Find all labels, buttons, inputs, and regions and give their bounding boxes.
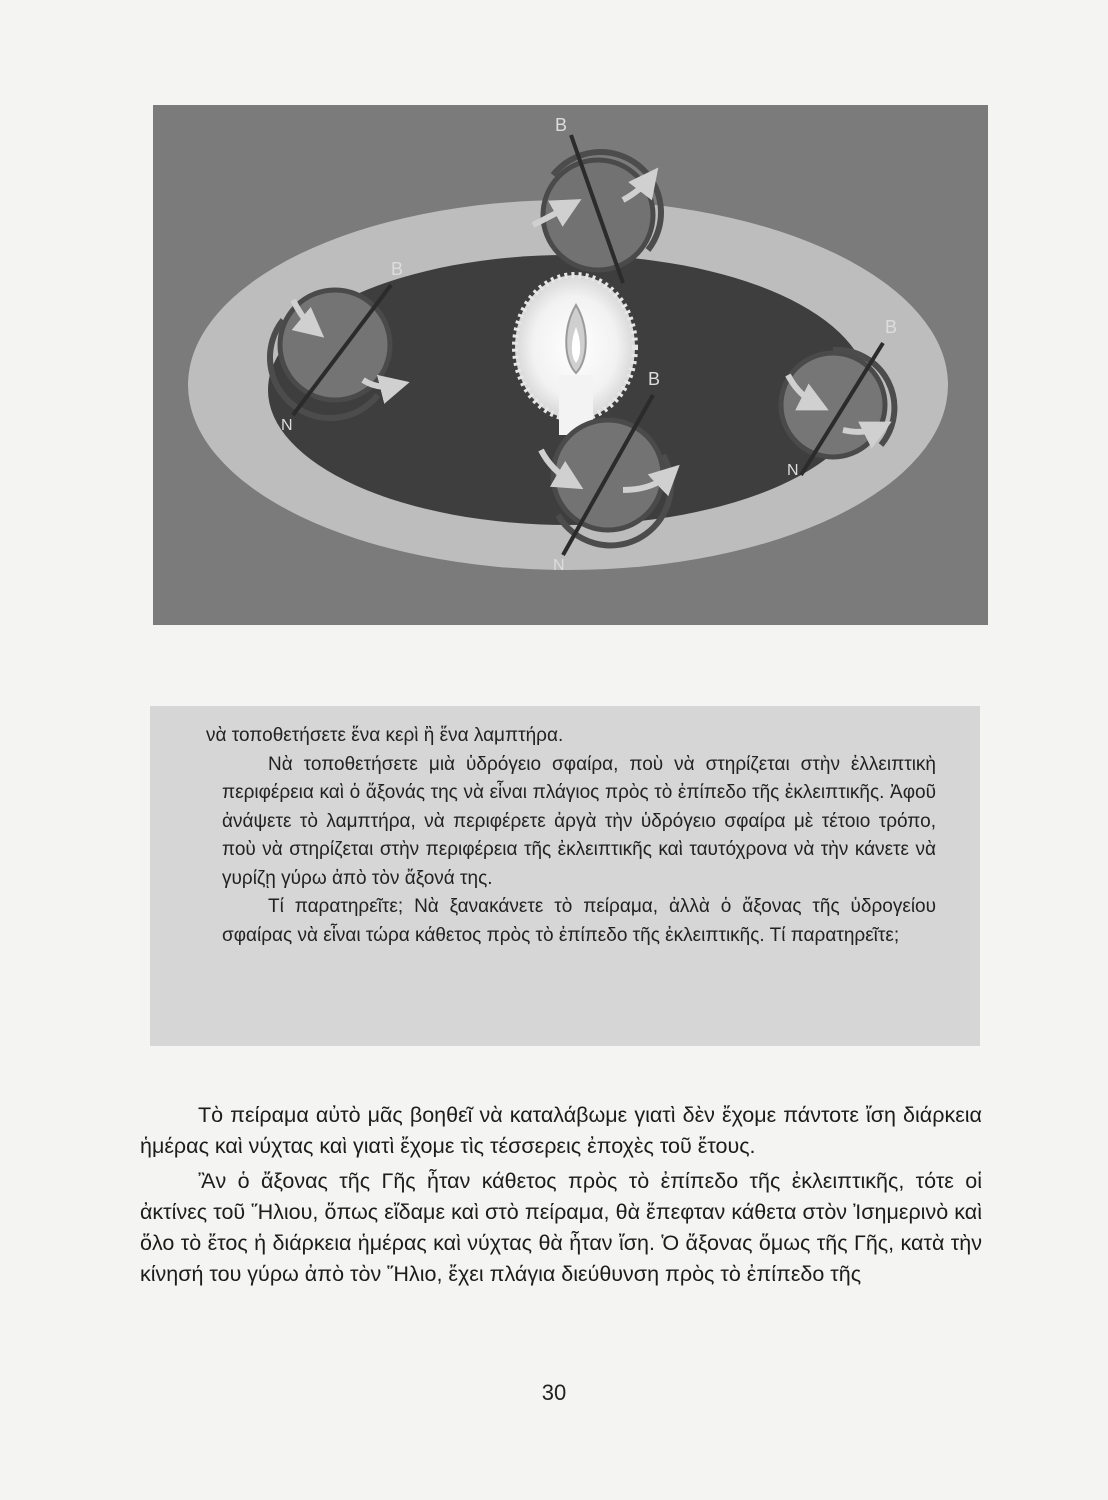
globe-left-south-label: Ν — [281, 417, 293, 434]
globe-center-south-label: Ν — [553, 557, 565, 574]
globe-left-north-label: Β — [391, 259, 404, 279]
body-paragraph-2: Ἂν ὁ ἄξονας τῆς Γῆς ἦταν κάθετος πρὸς τὸ ἐπίπεδο τῆς ἐκλειπτικῆς, τότε οἱ ἀκτίνες τοῦ Ἥλιου, ὅπως εἴδαμε καὶ στὸ πείραμα, θὰ ἔπεφταν κάθετα στὸν Ἰσημερινὸ καὶ ὅλο τὸ ἔτος ἡ διάρκεια ἡμέρας καὶ νύχτας θὰ ἦταν ἴση. Ὁ ἄξονας ὅμως τῆς Γῆς, κατὰ τὴν κίνησή του γύρω ἀπὸ τὸν Ἥλιο, ἔχει πλάγια διεύθυνση πρὸς τὸ ἐπίπεδο τῆς — [140, 1169, 982, 1286]
earth-orbit-diagram — [153, 105, 988, 625]
globe-right-south-label: Ν — [787, 462, 799, 479]
instruction-paragraph-2: Νὰ τοποθετήσετε μιὰ ὑδρόγειο σφαίρα, ποὺ νὰ στηρίζεται στὴν ἐλλειπτικὴ περιφέρεια καὶ ὁ ἄξονάς της νὰ εἶναι πλάγιος πρὸς τὸ ἐπίπεδο τῆς ἐκλειπτικῆς. Ἀφοῦ ἀνάψετε τὸ λαμπτήρα, νὰ περιφέρετε ἀργὰ τὴν ὑδρόγειο σφαίρα μὲ τέτοιο τρόπο, ποὺ νὰ στηρίζεται στὴν περιφέρεια τῆς ἐκλειπτικῆς καὶ ταυτόχρονα νὰ τὴν κάνετε νὰ γυρίζῃ γύρω ἀπὸ τὸν ἄξονά της. — [222, 753, 936, 889]
globe-right-north-label: Β — [885, 317, 898, 337]
experiment-instructions-box — [150, 706, 980, 1046]
orbit-illustration — [153, 105, 988, 625]
body-text — [140, 1100, 982, 1290]
globe-center-north-label: Β — [648, 369, 661, 389]
body-paragraph-1: Τὸ πείραμα αὐτὸ μᾶς βοηθεῖ νὰ καταλάβωμε γιατὶ δὲν ἔχομε πάντοτε ἴση διάρκεια ἡμέρας καὶ νύχτας καὶ γιατὶ ἔχομε τὶς τέσσερεις ἐποχὲς τοῦ ἔτους. — [140, 1103, 982, 1158]
page-number: 30 — [541, 1380, 567, 1405]
globe-top-north-label: Β — [555, 115, 568, 135]
instruction-paragraph-1: νὰ τοποθετήσετε ἕνα κερὶ ἢ ἕνα λαμπτήρα. — [206, 725, 564, 746]
instruction-paragraph-3: Τί παρατηρεῖτε; Νὰ ξανακάνετε τὸ πείραμα, ἀλλὰ ὁ ἄξονας τῆς ὑδρογείου σφαίρας νὰ εἶναι τώρα κάθετος πρὸς τὸ ἐπίπεδο τῆς ἐκλειπτικῆς. Τί παρατηρεῖτε; — [222, 896, 936, 946]
